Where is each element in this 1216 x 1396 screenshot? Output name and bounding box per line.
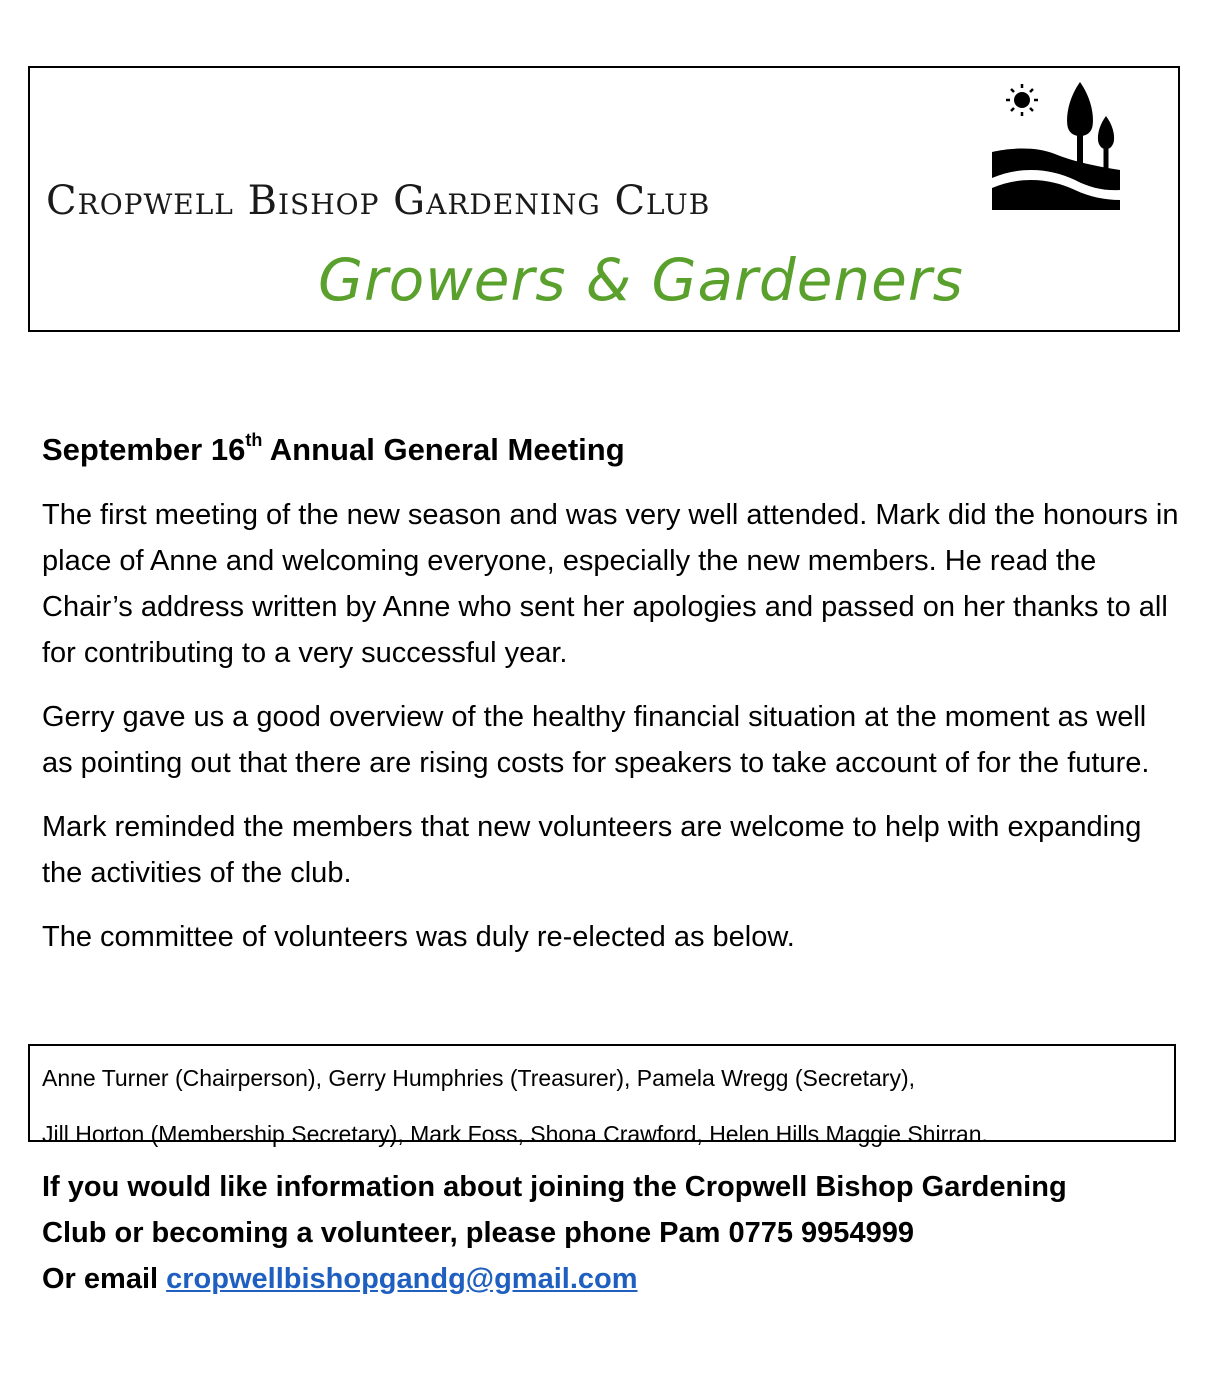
committee-line: Anne Turner (Chairperson), Gerry Humphries (Treasurer), Pamela Wregg (Secretary), bbox=[42, 1065, 916, 1091]
hills-icon bbox=[992, 149, 1120, 211]
contact-line: Club or becoming a volunteer, please phone Pam 0775 9954999 bbox=[42, 1217, 914, 1249]
tree-icon bbox=[1067, 82, 1114, 170]
contact-email-line bbox=[42, 1256, 1172, 1302]
contact-info bbox=[42, 1164, 1172, 1302]
newsletter-title: Growers & Gardeners bbox=[318, 246, 964, 314]
email-prefix: Or email bbox=[42, 1263, 167, 1295]
club-name: Cropwell Bishop Gardening Club bbox=[46, 178, 711, 224]
committee-line: Jill Horton (Membership Secretary), Mark Foss, Shona Crawford, Helen Hills Maggie Shirran. bbox=[42, 1121, 988, 1147]
article bbox=[42, 430, 1182, 978]
contact-line: If you would like information about joining the Cropwell Bishop Gardening bbox=[42, 1171, 1067, 1203]
masthead bbox=[28, 66, 1180, 332]
paragraph-committee-intro: The committee of volunteers was duly re-elected as below. bbox=[42, 921, 795, 954]
paragraph-volunteers: Mark reminded the members that new volunteers are welcome to help with expanding the activities of the club. bbox=[42, 811, 1142, 890]
meeting-heading bbox=[42, 430, 1182, 470]
email-link[interactable]: cropwellbishopgandg@gmail.com bbox=[166, 1263, 638, 1295]
paragraph-opening: The first meeting of the new season and was very well attended. Mark did the honours in place of Anne and welcoming everyone, especially the new members. He read the Chair’s address written by Anne who sent her apologies and passed on her thanks to all for contributing to a very successful year. bbox=[42, 499, 1179, 670]
heading-date: September 16 bbox=[42, 432, 246, 467]
paragraph-finances: Gerry gave us a good overview of the healthy financial situation at the moment as well as pointing out that there are rising costs for speakers to take account of for the future. bbox=[42, 701, 1150, 780]
heading-title: Annual General Meeting bbox=[262, 432, 625, 467]
committee-list bbox=[28, 1044, 1176, 1147]
heading-ordinal: th bbox=[245, 430, 263, 450]
sun-icon bbox=[1006, 84, 1038, 116]
garden-landscape-icon bbox=[980, 76, 1120, 210]
